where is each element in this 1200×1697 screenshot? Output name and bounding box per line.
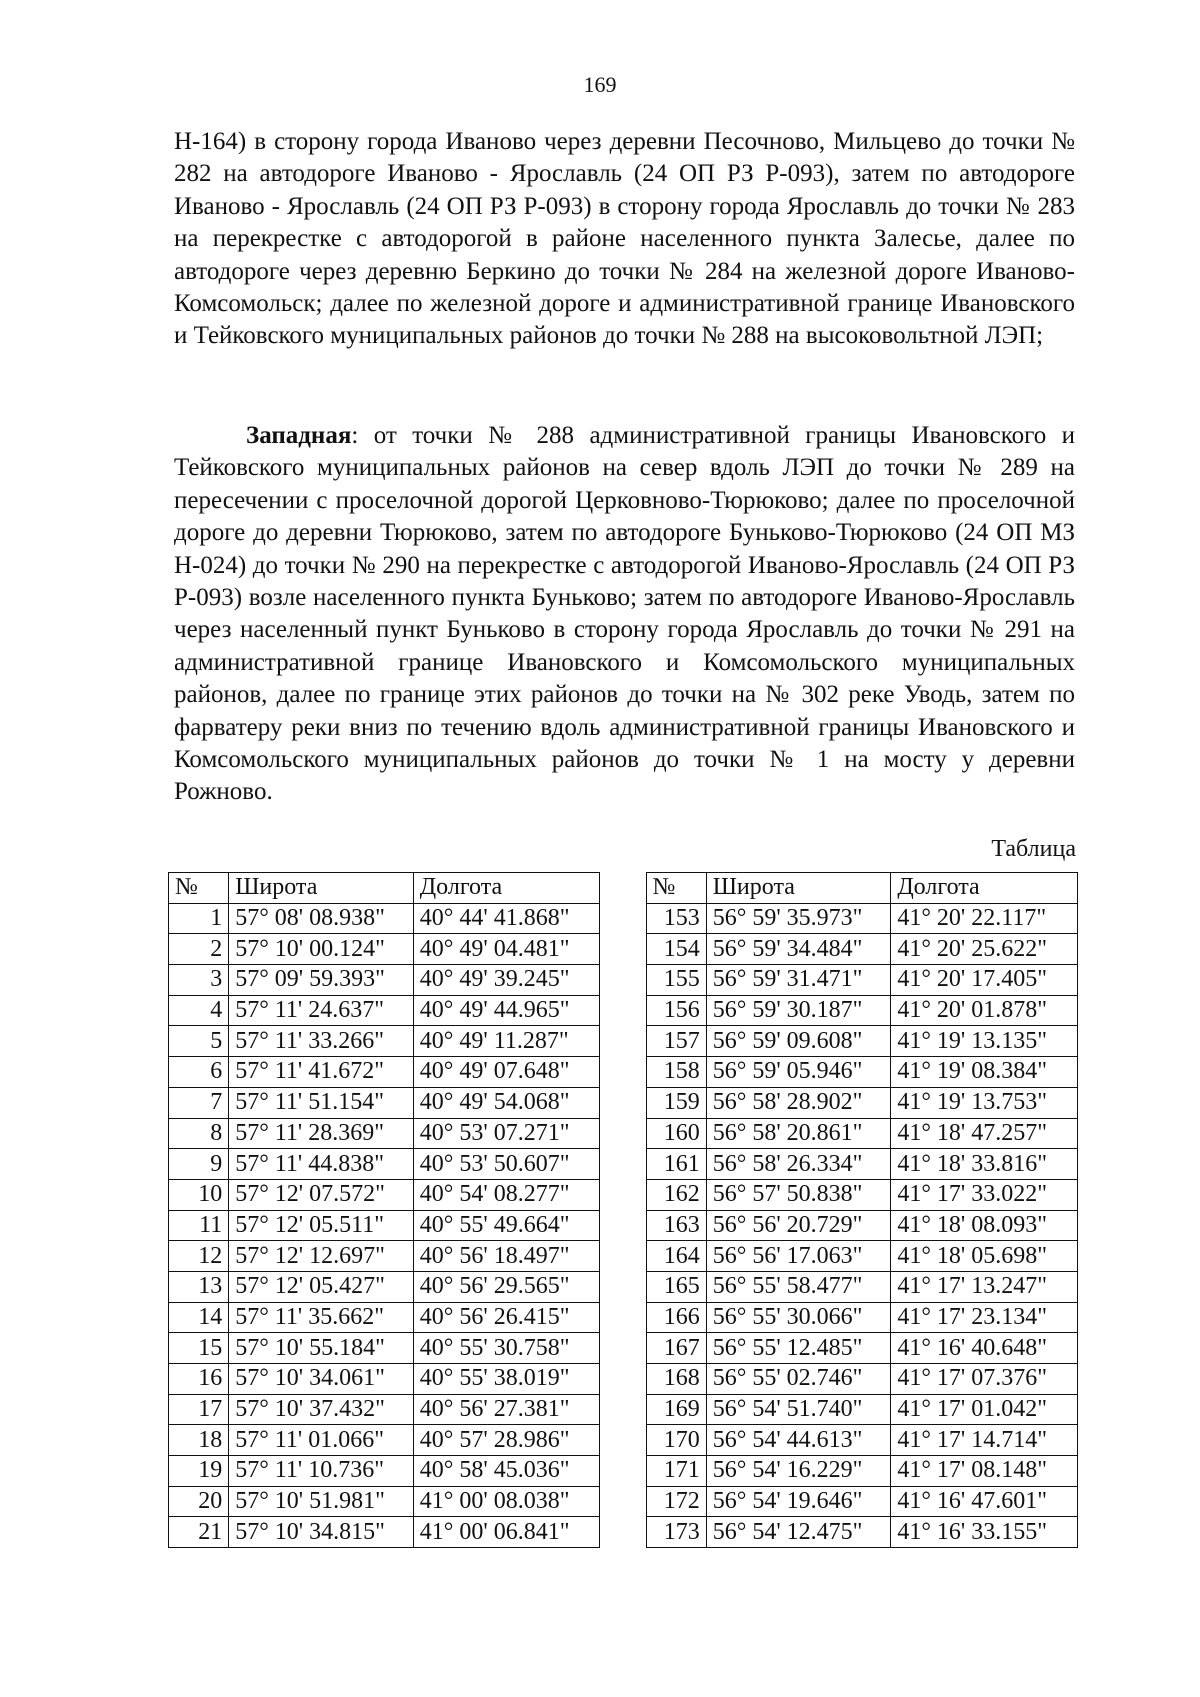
latitude-right: 56° 54' 16.229" bbox=[706, 1456, 891, 1487]
longitude-left: 40° 58' 45.036" bbox=[413, 1456, 600, 1487]
longitude-right: 41° 17' 07.376" bbox=[891, 1364, 1078, 1395]
point-num-right: 172 bbox=[646, 1486, 706, 1517]
point-num-left: 14 bbox=[169, 1302, 229, 1333]
table-gap-cell bbox=[600, 1118, 646, 1149]
latitude-left: 57° 09' 59.393" bbox=[229, 965, 414, 996]
latitude-right: 56° 59' 30.187" bbox=[706, 995, 891, 1026]
point-num-right: 165 bbox=[646, 1271, 706, 1302]
point-num-left: 7 bbox=[169, 1087, 229, 1118]
latitude-right: 56° 55' 30.066" bbox=[706, 1302, 891, 1333]
latitude-right: 56° 57' 50.838" bbox=[706, 1179, 891, 1210]
paragraph-heading-west: Западная bbox=[246, 422, 352, 449]
point-num-right: 170 bbox=[646, 1425, 706, 1456]
latitude-left: 57° 10' 34.061" bbox=[229, 1364, 414, 1395]
header-num-left: № bbox=[169, 873, 229, 904]
point-num-left: 4 bbox=[169, 995, 229, 1026]
latitude-left: 57° 11' 51.154" bbox=[229, 1087, 414, 1118]
longitude-left: 40° 49' 11.287" bbox=[413, 1026, 600, 1057]
longitude-left: 40° 55' 49.664" bbox=[413, 1210, 600, 1241]
latitude-right: 56° 55' 58.477" bbox=[706, 1271, 891, 1302]
longitude-right: 41° 16' 33.155" bbox=[891, 1517, 1078, 1548]
table-gap-cell bbox=[600, 1425, 646, 1456]
longitude-right: 41° 17' 01.042" bbox=[891, 1394, 1078, 1425]
table-row bbox=[169, 1517, 1078, 1548]
latitude-left: 57° 10' 37.432" bbox=[229, 1394, 414, 1425]
table-row bbox=[169, 1118, 1078, 1149]
table-row bbox=[169, 1425, 1078, 1456]
table-row bbox=[169, 1364, 1078, 1395]
latitude-right: 56° 56' 17.063" bbox=[706, 1241, 891, 1272]
latitude-right: 56° 54' 19.646" bbox=[706, 1486, 891, 1517]
point-num-left: 13 bbox=[169, 1271, 229, 1302]
longitude-left: 40° 54' 08.277" bbox=[413, 1179, 600, 1210]
table-row bbox=[169, 1302, 1078, 1333]
latitude-right: 56° 58' 28.902" bbox=[706, 1087, 891, 1118]
point-num-right: 153 bbox=[646, 903, 706, 934]
longitude-left: 40° 56' 26.415" bbox=[413, 1302, 600, 1333]
point-num-right: 158 bbox=[646, 1057, 706, 1088]
header-longitude-left: Долгота bbox=[413, 873, 600, 904]
point-num-left: 9 bbox=[169, 1149, 229, 1180]
table-gap-cell bbox=[600, 1394, 646, 1425]
longitude-right: 41° 20' 01.878" bbox=[891, 995, 1078, 1026]
table-row bbox=[169, 1271, 1078, 1302]
longitude-right: 41° 16' 40.648" bbox=[891, 1333, 1078, 1364]
longitude-left: 40° 56' 29.565" bbox=[413, 1271, 600, 1302]
table-header-row bbox=[169, 873, 1078, 904]
latitude-left: 57° 10' 51.981" bbox=[229, 1486, 414, 1517]
longitude-left: 40° 49' 04.481" bbox=[413, 934, 600, 965]
table-gap-cell bbox=[600, 1517, 646, 1548]
paragraph-east-boundary: Н-164) в сторону города Иваново через деревни Песочново, Мильцево до точки № 282 на автодороге Иваново - Ярославль (24 ОП РЗ Р-093), затем по автодороге Иваново - Ярославль (24 ОП РЗ Р-093) в сторону города Ярославль до точки № 283 на перекрестке с автодорогой в районе населенного пункта Залесье, далее по автодороге через деревню Беркино до точки № 284 на железной дороге Иваново-Комсомольск; далее по железной дороге и административной границе Ивановского и Тейковского муниципальных районов до точки № 288 на высоковольтной ЛЭП; bbox=[174, 128, 1075, 350]
longitude-left: 40° 49' 44.965" bbox=[413, 995, 600, 1026]
table-gap-cell bbox=[600, 1302, 646, 1333]
point-num-left: 3 bbox=[169, 965, 229, 996]
latitude-left: 57° 11' 44.838" bbox=[229, 1149, 414, 1180]
point-num-right: 156 bbox=[646, 995, 706, 1026]
longitude-left: 40° 57' 28.986" bbox=[413, 1425, 600, 1456]
longitude-left: 40° 49' 39.245" bbox=[413, 965, 600, 996]
longitude-right: 41° 17' 23.134" bbox=[891, 1302, 1078, 1333]
longitude-right: 41° 20' 17.405" bbox=[891, 965, 1078, 996]
latitude-right: 56° 54' 12.475" bbox=[706, 1517, 891, 1548]
table-row bbox=[169, 1057, 1078, 1088]
table-caption: Таблица bbox=[991, 836, 1076, 862]
longitude-right: 41° 18' 08.093" bbox=[891, 1210, 1078, 1241]
table-row bbox=[169, 1087, 1078, 1118]
point-num-left: 1 bbox=[169, 903, 229, 934]
point-num-left: 15 bbox=[169, 1333, 229, 1364]
header-latitude-right: Широта bbox=[706, 873, 891, 904]
point-num-right: 166 bbox=[646, 1302, 706, 1333]
longitude-right: 41° 18' 47.257" bbox=[891, 1118, 1078, 1149]
point-num-left: 8 bbox=[169, 1118, 229, 1149]
point-num-right: 155 bbox=[646, 965, 706, 996]
point-num-right: 161 bbox=[646, 1149, 706, 1180]
table-gap-cell bbox=[600, 1486, 646, 1517]
point-num-right: 162 bbox=[646, 1179, 706, 1210]
latitude-right: 56° 54' 44.613" bbox=[706, 1425, 891, 1456]
longitude-right: 41° 20' 22.117" bbox=[891, 903, 1078, 934]
coordinates-table-body bbox=[169, 873, 1078, 1548]
latitude-left: 57° 12' 05.427" bbox=[229, 1271, 414, 1302]
latitude-left: 57° 12' 07.572" bbox=[229, 1179, 414, 1210]
header-latitude-left: Широта bbox=[229, 873, 414, 904]
latitude-right: 56° 59' 05.946" bbox=[706, 1057, 891, 1088]
page-number: 169 bbox=[583, 72, 617, 97]
point-num-left: 10 bbox=[169, 1179, 229, 1210]
longitude-right: 41° 18' 05.698" bbox=[891, 1241, 1078, 1272]
paragraph-west-text: : от точки № 288 административной границы Ивановского и Тейковского муниципальных районов на север вдоль ЛЭП до точки № 289 на пересечении с проселочной дорогой Церковново-Тюрюково; далее по проселочной дороге до деревни Тюрюково, затем по автодороге Буньково-Тюрюково (24 ОП МЗ Н-024) до точки № 290 на перекрестке с автодорогой Иваново-Ярославль (24 ОП РЗ Р-093) возле населенного пункта Буньково; затем по автодороге Иваново-Ярославль через населенный пункт Буньково в сторону города Ярославль до точки № 291 на административной границе Ивановского и Комсомольского муниципальных районов, далее по границе этих районов до точки на № 302 реке Уводь, затем по фарватеру реки вниз по течению вдоль административной границы Ивановского и Комсомольского муниципальных районов до точки № 1 на мосту у деревни Рожново. bbox=[174, 422, 1075, 806]
longitude-right: 41° 17' 33.022" bbox=[891, 1179, 1078, 1210]
latitude-right: 56° 59' 35.973" bbox=[706, 903, 891, 934]
longitude-right: 41° 19' 13.753" bbox=[891, 1087, 1078, 1118]
point-num-right: 168 bbox=[646, 1364, 706, 1395]
table-row bbox=[169, 934, 1078, 965]
longitude-left: 40° 53' 07.271" bbox=[413, 1118, 600, 1149]
table-gap-cell bbox=[600, 1149, 646, 1180]
table-gap-cell bbox=[600, 1271, 646, 1302]
table-gap-cell bbox=[600, 1333, 646, 1364]
point-num-left: 16 bbox=[169, 1364, 229, 1395]
header-num-right: № bbox=[646, 873, 706, 904]
point-num-right: 157 bbox=[646, 1026, 706, 1057]
table-gap-cell bbox=[600, 1057, 646, 1088]
latitude-right: 56° 59' 34.484" bbox=[706, 934, 891, 965]
longitude-right: 41° 17' 14.714" bbox=[891, 1425, 1078, 1456]
latitude-left: 57° 11' 01.066" bbox=[229, 1425, 414, 1456]
table-gap-cell bbox=[600, 1210, 646, 1241]
point-num-left: 17 bbox=[169, 1394, 229, 1425]
table-gap-cell bbox=[600, 1364, 646, 1395]
latitude-left: 57° 11' 24.637" bbox=[229, 995, 414, 1026]
table-row bbox=[169, 1179, 1078, 1210]
longitude-left: 40° 55' 30.758" bbox=[413, 1333, 600, 1364]
table-row bbox=[169, 1394, 1078, 1425]
latitude-right: 56° 58' 26.334" bbox=[706, 1149, 891, 1180]
table-gap-cell bbox=[600, 1026, 646, 1057]
longitude-right: 41° 19' 08.384" bbox=[891, 1057, 1078, 1088]
table-row bbox=[169, 1149, 1078, 1180]
longitude-right: 41° 17' 13.247" bbox=[891, 1271, 1078, 1302]
table-row bbox=[169, 1210, 1078, 1241]
latitude-right: 56° 55' 02.746" bbox=[706, 1364, 891, 1395]
latitude-left: 57° 10' 55.184" bbox=[229, 1333, 414, 1364]
latitude-left: 57° 11' 41.672" bbox=[229, 1057, 414, 1088]
table-row bbox=[169, 995, 1078, 1026]
longitude-right: 41° 19' 13.135" bbox=[891, 1026, 1078, 1057]
point-num-right: 173 bbox=[646, 1517, 706, 1548]
table-gap-cell bbox=[600, 1456, 646, 1487]
longitude-left: 41° 00' 06.841" bbox=[413, 1517, 600, 1548]
point-num-right: 169 bbox=[646, 1394, 706, 1425]
table-gap-cell bbox=[600, 903, 646, 934]
longitude-left: 40° 53' 50.607" bbox=[413, 1149, 600, 1180]
longitude-right: 41° 18' 33.816" bbox=[891, 1149, 1078, 1180]
point-num-right: 163 bbox=[646, 1210, 706, 1241]
longitude-left: 40° 44' 41.868" bbox=[413, 903, 600, 934]
point-num-left: 18 bbox=[169, 1425, 229, 1456]
coordinates-table bbox=[168, 872, 1078, 1548]
table-gap-column bbox=[600, 873, 646, 904]
point-num-left: 12 bbox=[169, 1241, 229, 1272]
latitude-right: 56° 59' 09.608" bbox=[706, 1026, 891, 1057]
table-row bbox=[169, 1333, 1078, 1364]
latitude-left: 57° 08' 08.938" bbox=[229, 903, 414, 934]
table-gap-cell bbox=[600, 934, 646, 965]
longitude-left: 41° 00' 08.038" bbox=[413, 1486, 600, 1517]
table-gap-cell bbox=[600, 995, 646, 1026]
latitude-left: 57° 10' 34.815" bbox=[229, 1517, 414, 1548]
point-num-left: 2 bbox=[169, 934, 229, 965]
latitude-left: 57° 11' 28.369" bbox=[229, 1118, 414, 1149]
table-row bbox=[169, 1241, 1078, 1272]
longitude-right: 41° 20' 25.622" bbox=[891, 934, 1078, 965]
table-row bbox=[169, 1026, 1078, 1057]
table-row bbox=[169, 965, 1078, 996]
table-gap-cell bbox=[600, 1087, 646, 1118]
latitude-right: 56° 58' 20.861" bbox=[706, 1118, 891, 1149]
longitude-left: 40° 49' 07.648" bbox=[413, 1057, 600, 1088]
table-row bbox=[169, 903, 1078, 934]
table-gap-cell bbox=[600, 965, 646, 996]
point-num-right: 159 bbox=[646, 1087, 706, 1118]
table-row bbox=[169, 1486, 1078, 1517]
latitude-right: 56° 55' 12.485" bbox=[706, 1333, 891, 1364]
latitude-left: 57° 11' 33.266" bbox=[229, 1026, 414, 1057]
latitude-left: 57° 11' 10.736" bbox=[229, 1456, 414, 1487]
longitude-left: 40° 49' 54.068" bbox=[413, 1087, 600, 1118]
point-num-right: 160 bbox=[646, 1118, 706, 1149]
point-num-right: 154 bbox=[646, 934, 706, 965]
table-gap-cell bbox=[600, 1241, 646, 1272]
latitude-left: 57° 10' 00.124" bbox=[229, 934, 414, 965]
longitude-left: 40° 55' 38.019" bbox=[413, 1364, 600, 1395]
paragraph-west-boundary bbox=[174, 420, 1075, 809]
latitude-left: 57° 11' 35.662" bbox=[229, 1302, 414, 1333]
longitude-right: 41° 17' 08.148" bbox=[891, 1456, 1078, 1487]
latitude-right: 56° 54' 51.740" bbox=[706, 1394, 891, 1425]
point-num-left: 19 bbox=[169, 1456, 229, 1487]
point-num-left: 20 bbox=[169, 1486, 229, 1517]
longitude-left: 40° 56' 18.497" bbox=[413, 1241, 600, 1272]
latitude-right: 56° 59' 31.471" bbox=[706, 965, 891, 996]
table-row bbox=[169, 1456, 1078, 1487]
longitude-left: 40° 56' 27.381" bbox=[413, 1394, 600, 1425]
point-num-left: 21 bbox=[169, 1517, 229, 1548]
latitude-left: 57° 12' 12.697" bbox=[229, 1241, 414, 1272]
latitude-right: 56° 56' 20.729" bbox=[706, 1210, 891, 1241]
point-num-right: 167 bbox=[646, 1333, 706, 1364]
longitude-right: 41° 16' 47.601" bbox=[891, 1486, 1078, 1517]
point-num-left: 5 bbox=[169, 1026, 229, 1057]
point-num-right: 171 bbox=[646, 1456, 706, 1487]
point-num-right: 164 bbox=[646, 1241, 706, 1272]
point-num-left: 6 bbox=[169, 1057, 229, 1088]
latitude-left: 57° 12' 05.511" bbox=[229, 1210, 414, 1241]
table-gap-cell bbox=[600, 1179, 646, 1210]
header-longitude-right: Долгота bbox=[891, 873, 1078, 904]
point-num-left: 11 bbox=[169, 1210, 229, 1241]
